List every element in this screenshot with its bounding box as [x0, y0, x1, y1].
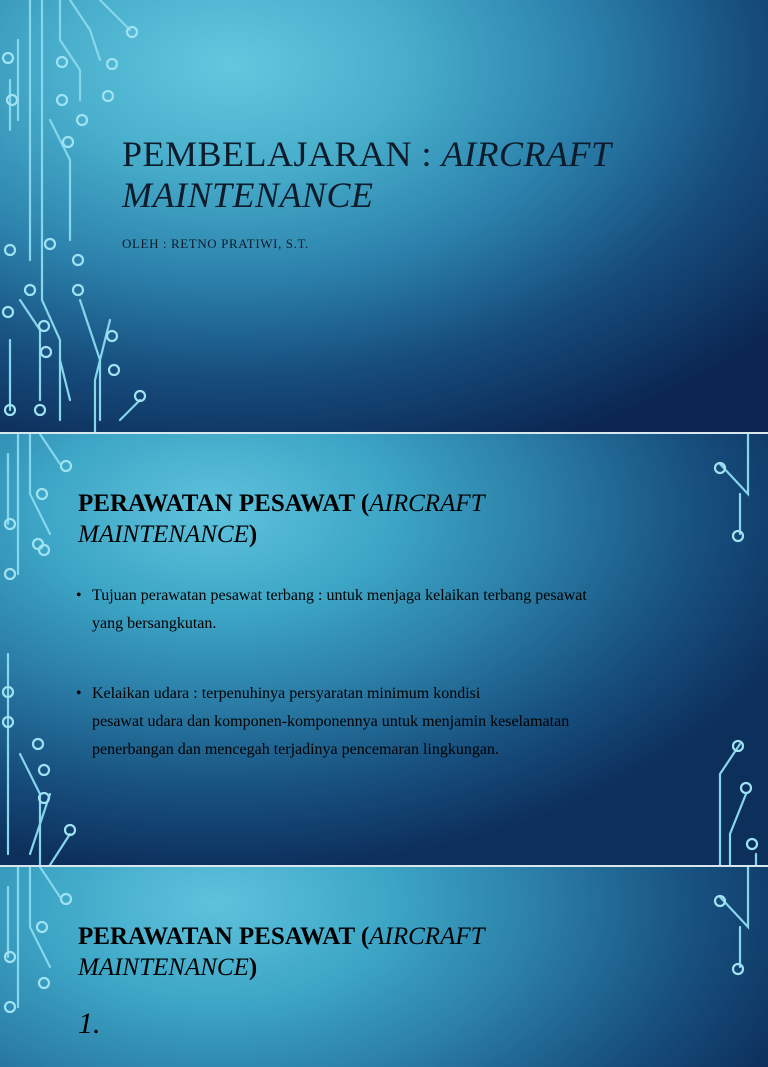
content-slide-2: [0, 867, 768, 1067]
heading-italic-2: MAINTENANCE: [78, 521, 249, 548]
list-item: [76, 680, 696, 764]
bullet-text: pesawat udara dan komponen-komponennya untuk menjamin keselamatan: [92, 713, 570, 730]
title-plain: PEMBELAJARAN :: [122, 134, 442, 174]
presentation-author: OLEH : RETNO PRATIWI, S.T.: [122, 236, 309, 251]
bullet-list: [76, 680, 696, 764]
content-slide-1: [0, 434, 768, 865]
heading-close: ): [248, 521, 258, 548]
title-slide: [0, 0, 768, 432]
circuit-decoration-icon: [0, 0, 160, 432]
heading-italic-1: AIRCRAFT: [369, 923, 485, 950]
heading-plain: PERAWATAN PESAWAT (: [78, 923, 370, 950]
slide-heading: [78, 921, 638, 983]
slide-heading: [78, 488, 638, 550]
bullet-list: [76, 582, 696, 638]
bullet-text: penerbangan dan mencegah terjadinya pencemaran lingkungan.: [92, 741, 499, 758]
bullet-text: Kelaikan udara : terpenuhinya persyaratan minimum kondisi: [92, 685, 481, 702]
heading-plain: PERAWATAN PESAWAT (: [78, 490, 370, 517]
heading-italic-2: MAINTENANCE: [78, 954, 249, 981]
numbered-item: 1.: [78, 1007, 101, 1040]
bullet-text: yang bersangkutan.: [92, 615, 217, 632]
list-item: [76, 582, 696, 638]
presentation-title: [122, 134, 722, 216]
heading-close: ): [248, 954, 258, 981]
title-italic-2: MAINTENANCE: [122, 175, 374, 215]
title-italic-1: AIRCRAFT: [441, 134, 612, 174]
heading-italic-1: AIRCRAFT: [369, 490, 485, 517]
bullet-text: Tujuan perawatan pesawat terbang : untuk menjaga kelaikan terbang pesawat: [92, 587, 587, 604]
